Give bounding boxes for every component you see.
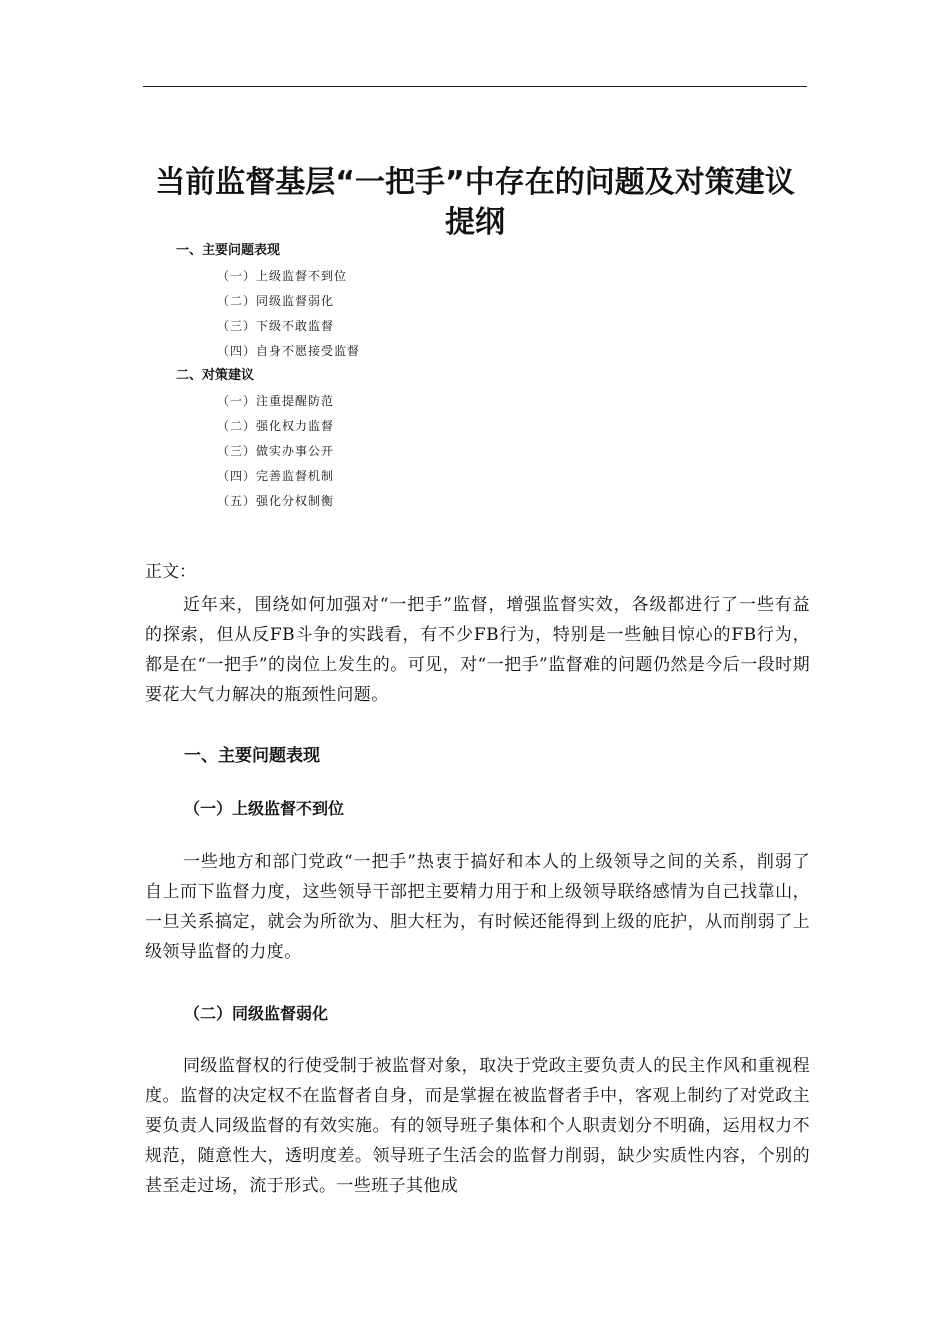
outline-item: （二）同级监督弱化	[217, 294, 335, 308]
outline-item: （五）强化分权制衡	[217, 494, 335, 508]
outline-item: （二）强化权力监督	[217, 419, 335, 433]
section-heading: 一、主要问题表现	[184, 746, 320, 766]
header-rule	[143, 86, 807, 87]
outline-item: （一）注重提醒防范	[217, 394, 335, 408]
outline-heading-1: 一、主要问题表现	[176, 243, 281, 258]
outline-item: （四）自身不愿接受监督	[217, 344, 361, 358]
intro-paragraph: 近年来，围绕如何加强对“一把手”监督，增强监督实效，各级都进行了一些有益的探索，但从反FB斗争的实践看，有不少FB行为，特别是一些触目惊心的FB行为，都是在“一把手”的岗位上发生的。可见，对“一把手”监督难的问题仍然是今后一段时期要花大气力解决的瓶颈性问题。	[145, 595, 810, 705]
outline-item: （一）上级监督不到位	[217, 269, 348, 283]
outline-heading-2: 二、对策建议	[176, 368, 255, 383]
document-title-line2: 提纲	[445, 205, 505, 240]
outline-item: （三）下级不敢监督	[217, 319, 335, 333]
body-label: 正文：	[145, 562, 196, 582]
outline-item: （三）做实办事公开	[217, 444, 335, 458]
subsection-heading: （二）同级监督弱化	[184, 1004, 329, 1023]
body-paragraph: 一些地方和部门党政“一把手”热衷于搞好和本人的上级领导之间的关系，削弱了自上而下监督力度，这些领导干部把主要精力用于和上级领导联络感情为自己找靠山，一旦关系搞定，就会为所欲为、胆大枉为，有时候还能得到上级的庇护，从而削弱了上级领导监督的力度。	[145, 852, 810, 962]
document-title: 当前监督基层“一把手”中存在的问题及对策建议	[155, 165, 795, 200]
body-paragraph: 同级监督权的行使受制于被监督对象，取决于党政主要负责人的民主作风和重视程度。监督的决定权不在监督者自身，而是掌握在被监督者手中，客观上制约了对党政主要负责人同级监督的有效实施。有的领导班子集体和个人职责划分不明确，运用权力不规范，随意性大，透明度差。领导班子生活会的监督力削弱，缺少实质性内容，个别的甚至走过场，流于形式。一些班子其他成	[145, 1056, 810, 1196]
subsection-heading: （一）上级监督不到位	[184, 799, 345, 818]
outline-item: （四）完善监督机制	[217, 469, 335, 483]
